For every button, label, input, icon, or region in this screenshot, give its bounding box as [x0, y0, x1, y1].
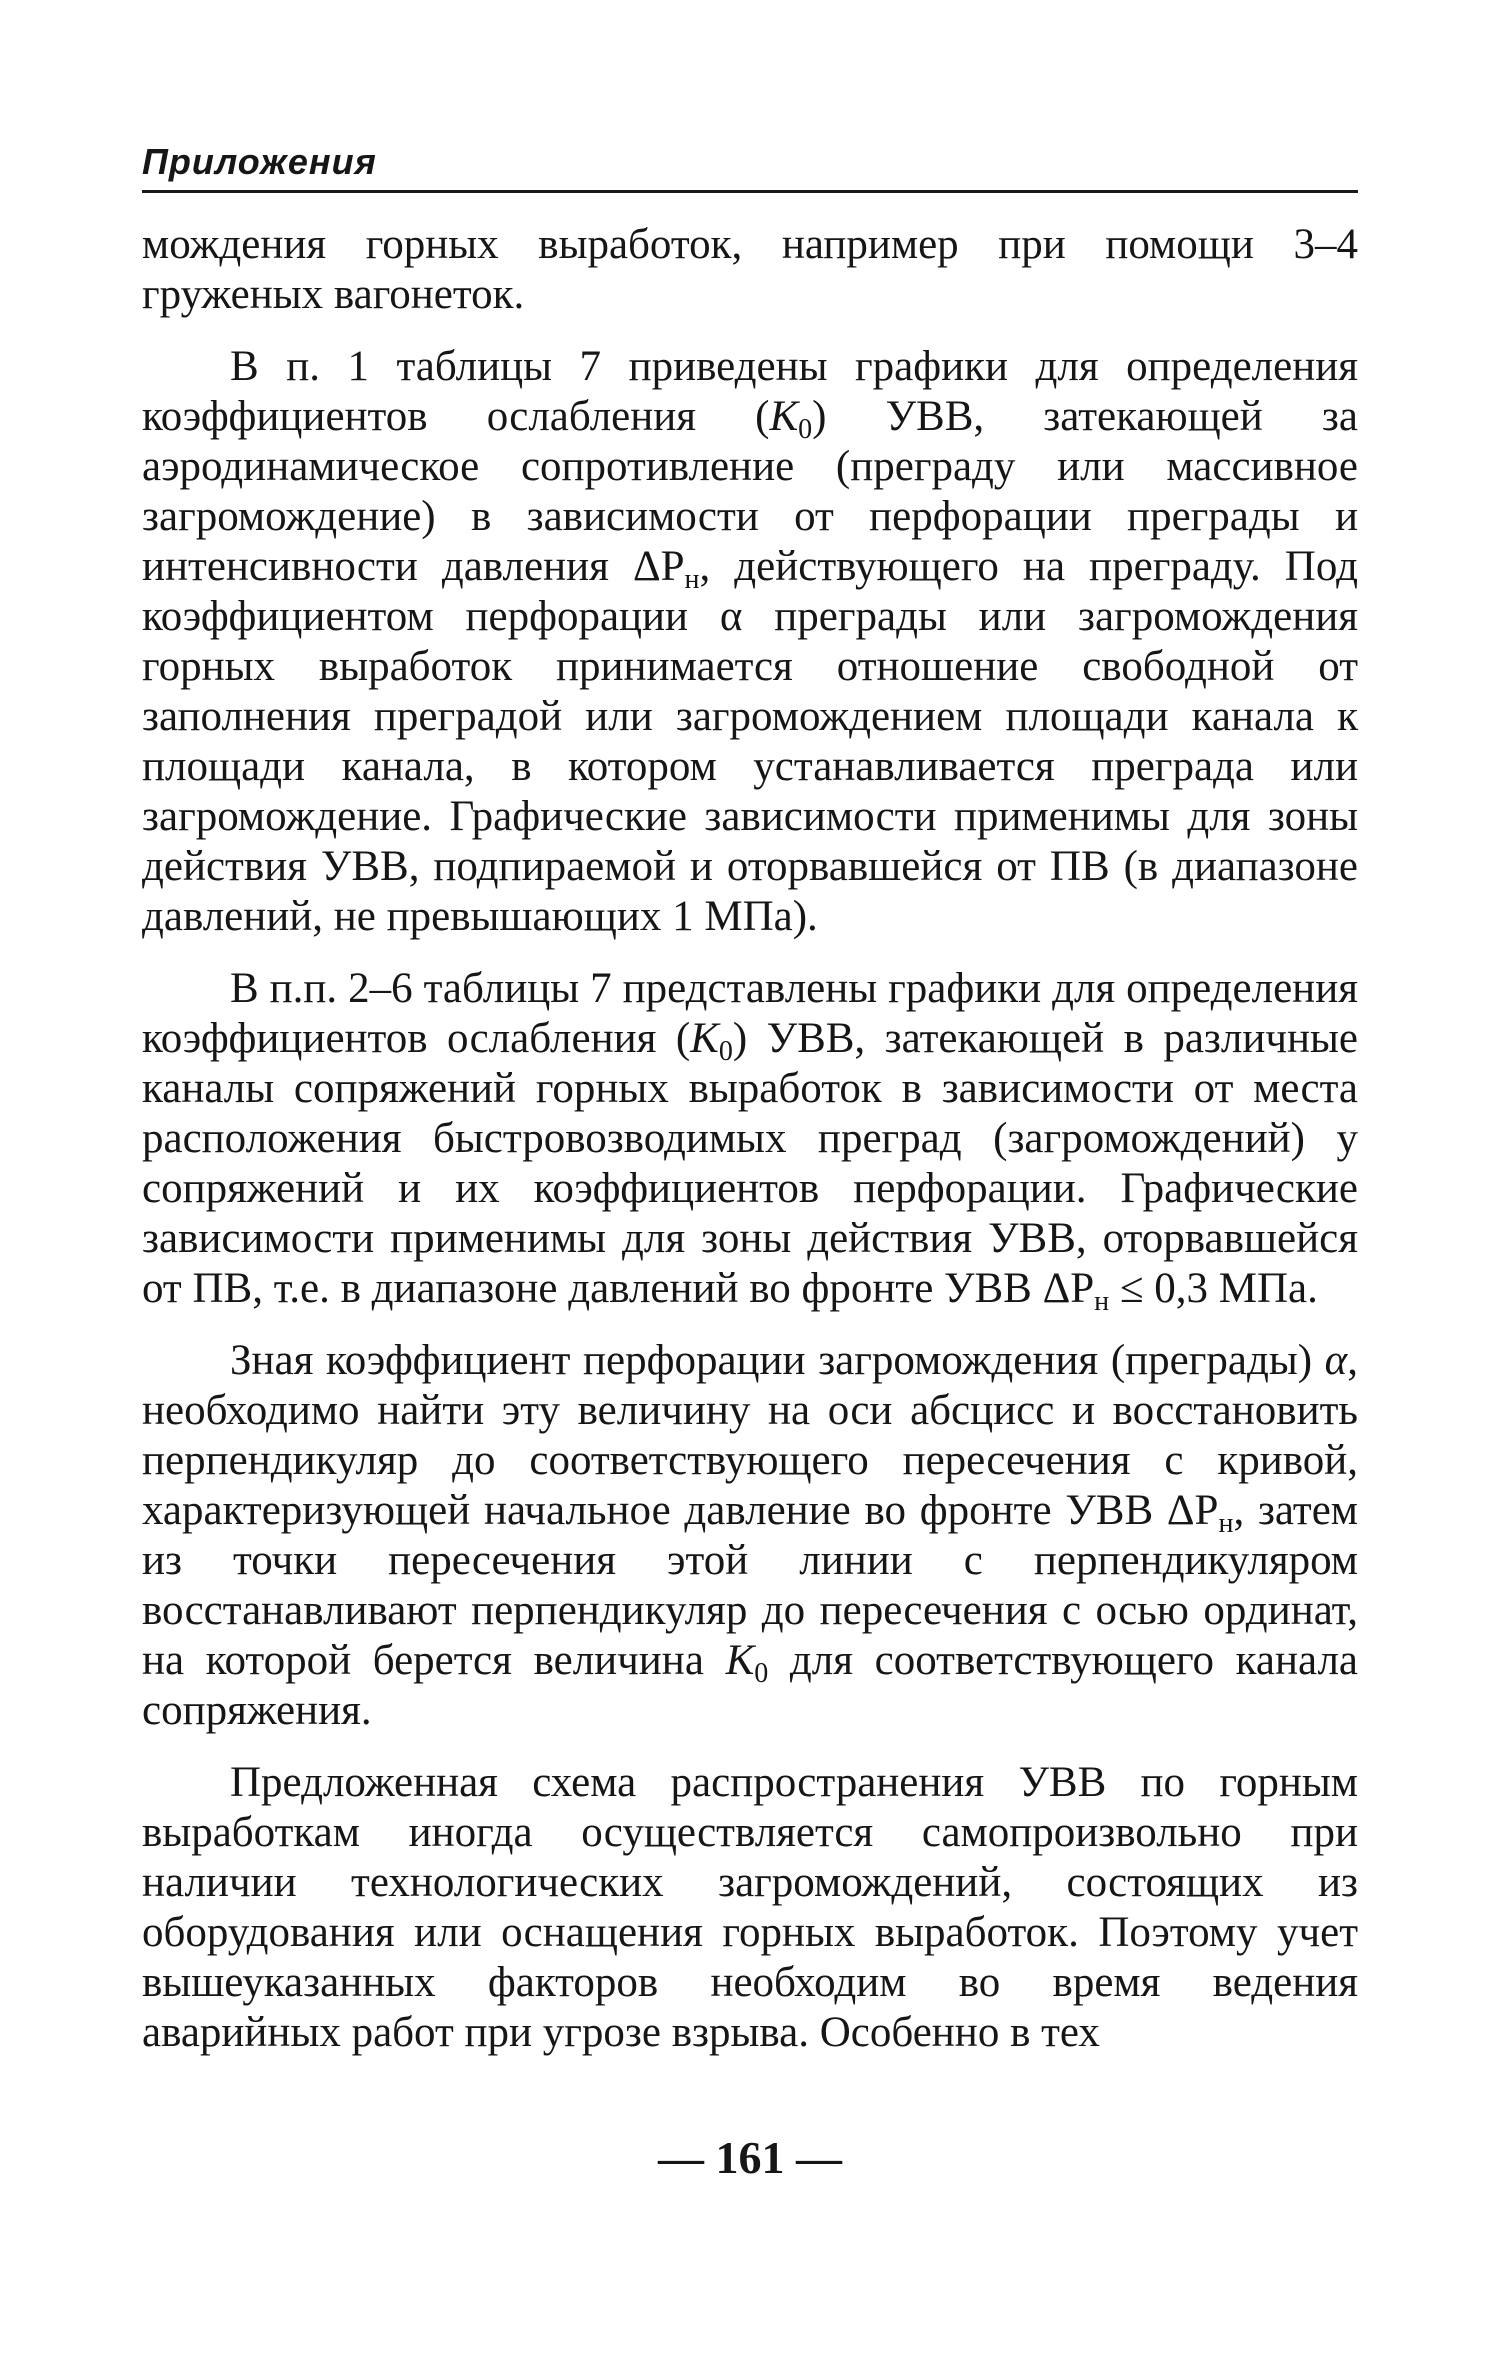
paragraph-propagation-scheme [142, 1758, 1358, 2058]
paragraph-text: В п. 1 таблицы 7 приведены графики для определения коэффициентов ослабления ( [142, 343, 1358, 440]
subscript: н [684, 564, 700, 595]
header-rule [142, 190, 1358, 193]
paragraph-text: ≤ 0,3 МПа. [1109, 1265, 1318, 1312]
paragraph-text: ) УВВ, затекающей в различные каналы сопряжений горных выработок в зависимости от места расположения быстровозводимых преград (загромождений) у сопряжений и их коэффициентов перфорации. Графические зависимости применимы для зоны действия УВВ, оторвавшейся от ПВ, т.е. в диапазоне давлений во фронте УВВ ΔP [142, 1015, 1358, 1312]
paragraph-text: , действующего на преграду. Под коэффициентом перфорации α преграды или загромождения горных выработок принимается отношение свободной от заполнения преградой или загромождением площади канала к площади канала, в котором устанавливается преграда или загромождение. Графические зависимости применимы для зоны действия УВВ, подпираемой и оторвавшейся от ПВ (в диапазоне давлений, не превышающих 1 МПа). [142, 543, 1358, 940]
paragraph-text: мождения горных выработок, например при помощи 3–4 груженых вагонеток. [142, 221, 1358, 318]
symbol-alpha: α [1324, 1337, 1348, 1384]
running-head: Приложения [142, 141, 377, 182]
page-number: — 161 — [658, 2132, 842, 2183]
paragraph-text: ) УВВ, затекающей за аэродинамическое сопротивление (преграду или массивное загромождение) в зависимости от перфорации преграды и интенсивности давления ΔP [142, 393, 1358, 590]
subscript: 0 [718, 1036, 733, 1067]
symbol-k: K [769, 393, 799, 440]
paragraph-text: для соответствующего канала сопряжения. [142, 1637, 1358, 1734]
subscript: н [1218, 1508, 1234, 1539]
paragraph-table7-items2-6 [142, 964, 1358, 1317]
paragraph-text: , необходимо найти эту величину на оси абсцисс и восстановить перпендикуляр до соответствующего пересечения с кривой, характеризующей начальное давление во фронте УВВ ΔP [142, 1337, 1358, 1534]
body-text [142, 220, 1358, 2080]
paragraph-text: Зная коэффициент перфорации загромождения (преграды) [230, 1337, 1325, 1384]
paragraph-perforation-method [142, 1336, 1358, 1736]
paragraph-text: Предложенная схема распространения УВВ по горным выработкам иногда осуществляется самопроизвольно при наличии технологических загромождений, состоящих из оборудования или оснащения горных выработок. Поэтому учет вышеуказанных факторов необходим во время ведения аварийных работ при угрозе взрыва. Особенно в тех [142, 1759, 1358, 2056]
paragraph-text: , затем из точки пересечения этой линии с перпендикуляром восстанавливают перпендикуляр до пересечения с осью ординат, на которой берется величина [142, 1487, 1358, 1684]
subscript: 0 [798, 414, 813, 445]
symbol-k: K [725, 1637, 755, 1684]
subscript: н [1094, 1286, 1110, 1317]
paragraph-table7-item1 [142, 342, 1358, 942]
paragraph-text: В п.п. 2–6 таблицы 7 представлены графики для определения коэффициентов ослабления ( [142, 965, 1358, 1062]
symbol-k: K [690, 1015, 719, 1062]
paragraph-continuation [142, 220, 1358, 320]
subscript: 0 [754, 1658, 769, 1689]
